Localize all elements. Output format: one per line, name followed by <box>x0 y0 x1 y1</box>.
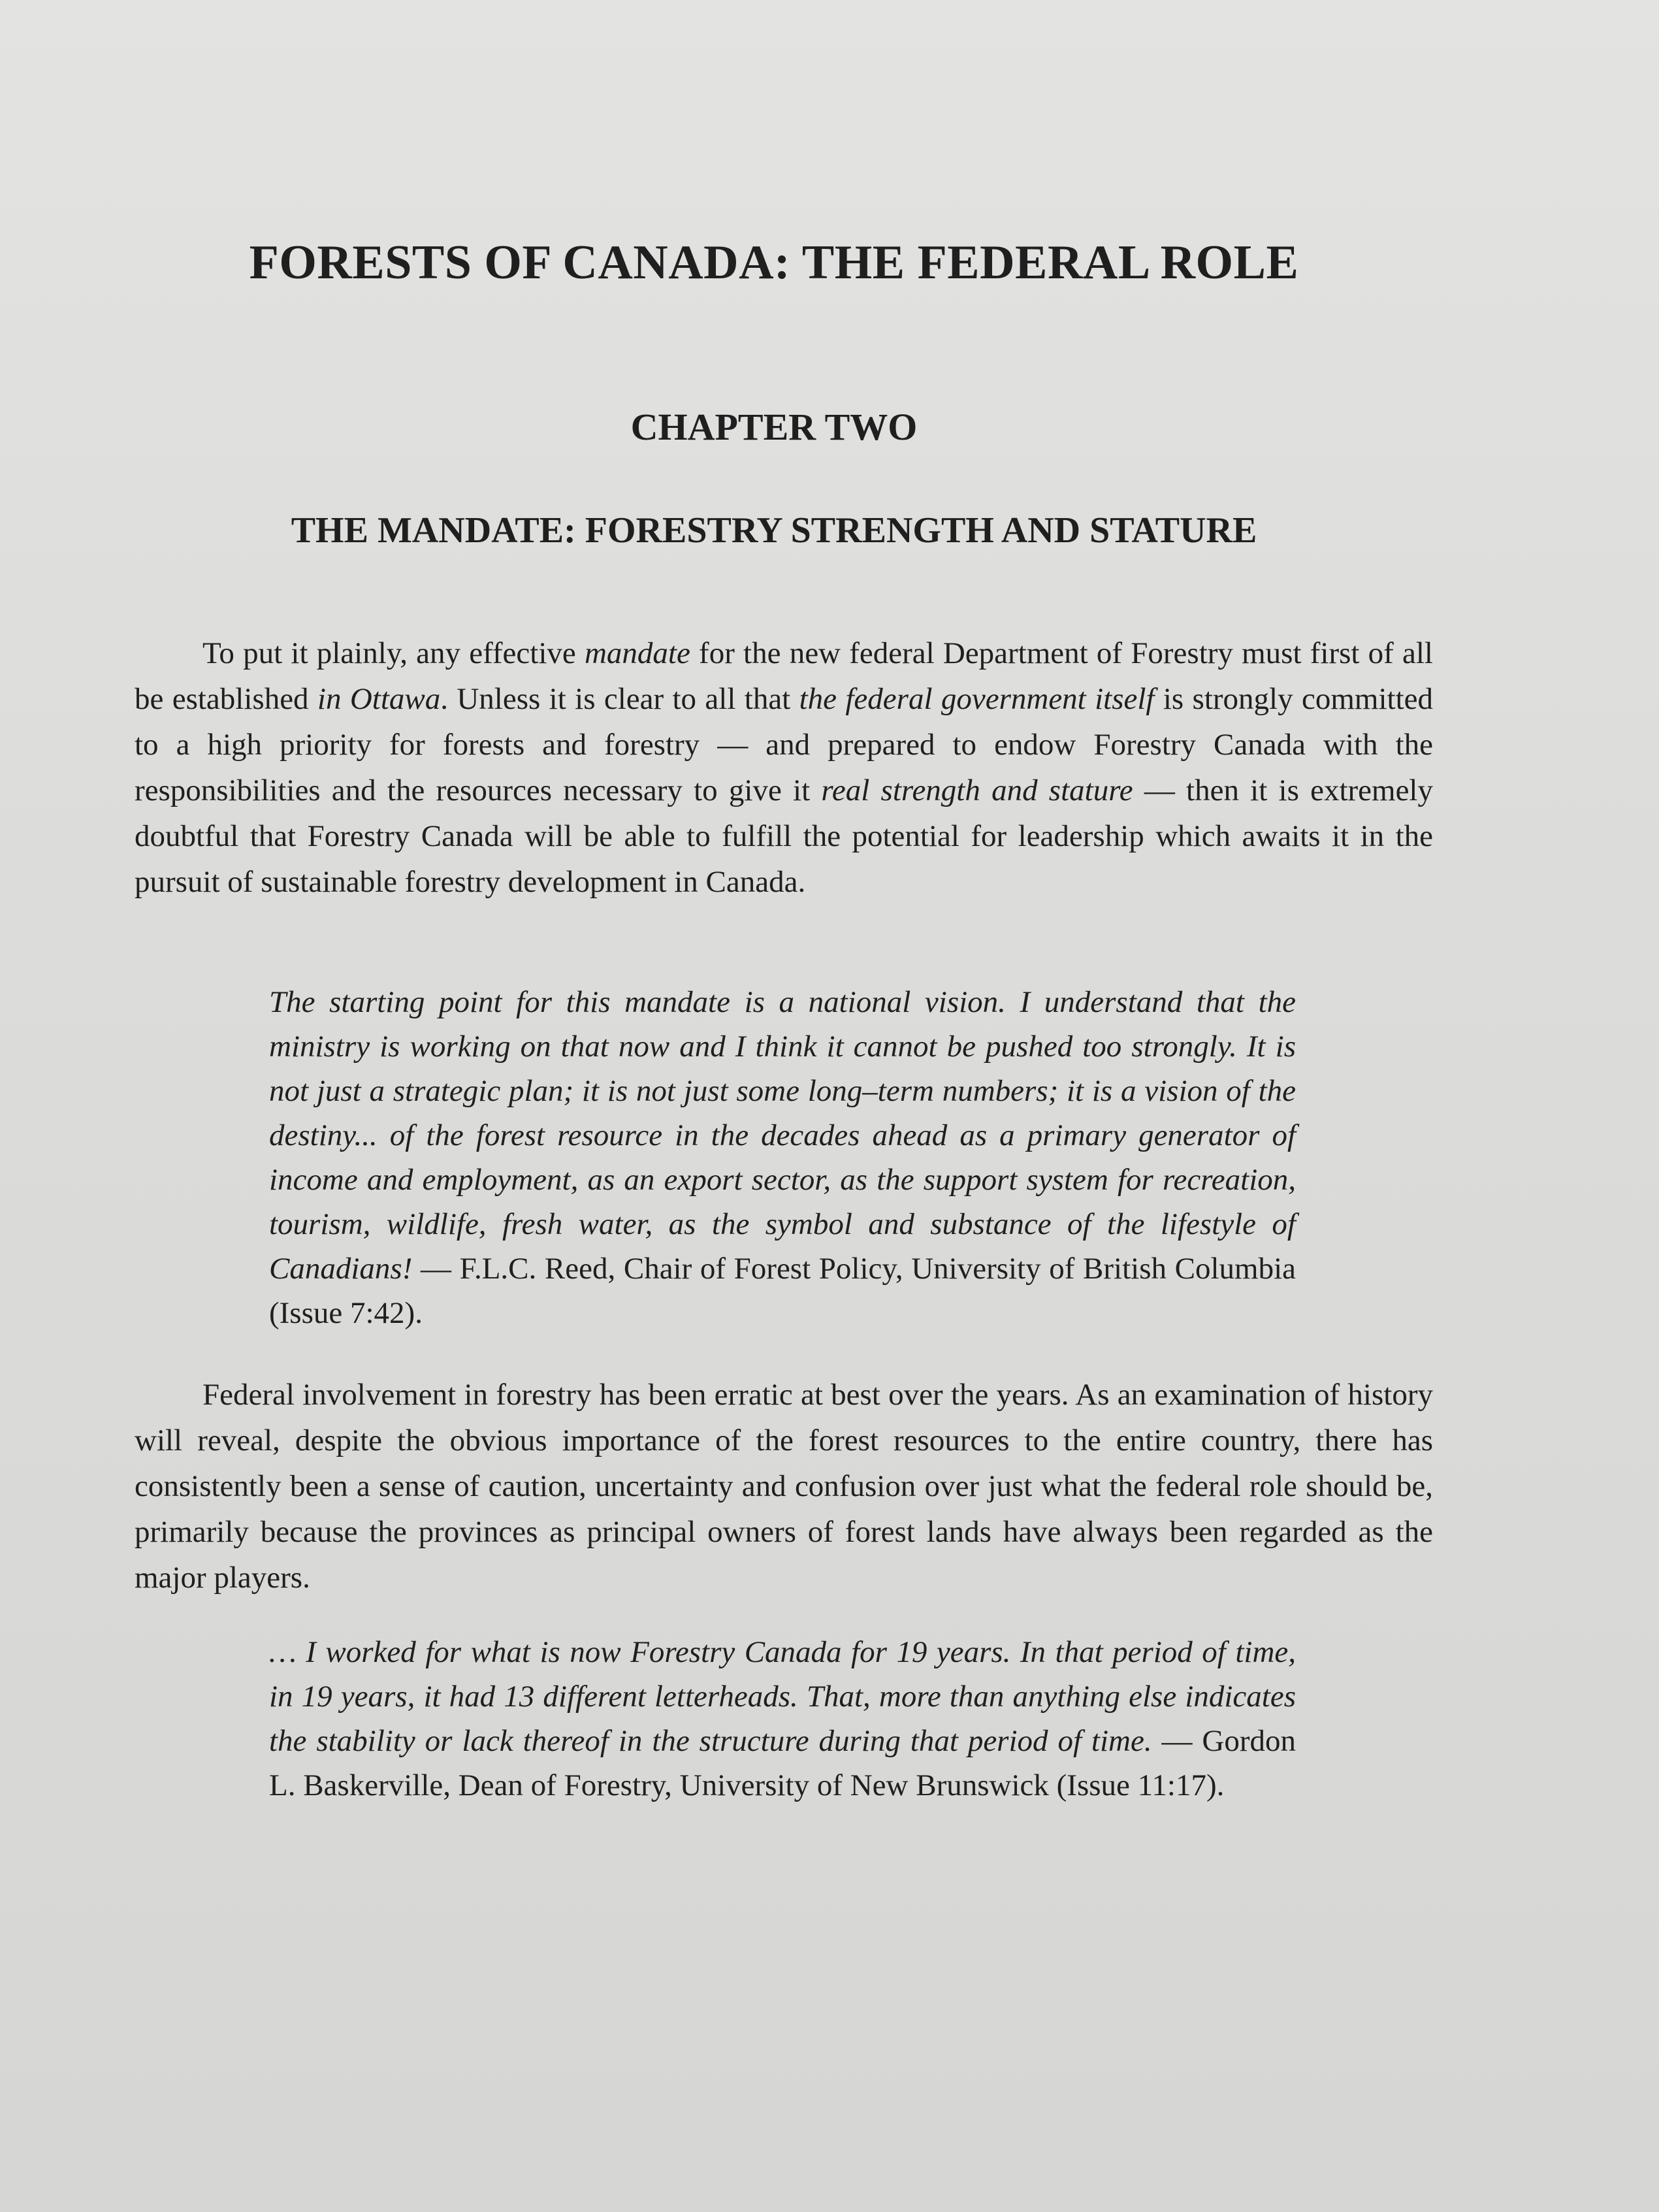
quote-attribution: — Gordon L. Baskerville, Dean of Forestry, University of New Brunswick (Issue 11:17). <box>269 1724 1296 1802</box>
quote-baskerville <box>269 1630 1296 1808</box>
paragraph-federal-involvement: Federal involvement in forestry has been erratic at best over the years. As an examination of history will reveal, despite the obvious importance of the forest resources to the entire country, there has consistently been a sense of caution, uncertainty and confusion over just what the federal role should be, primarily because the provinces as principal owners of forest lands have always been regarded as the major players. <box>135 1378 1433 1595</box>
quote-text: … I worked for what is now Forestry Canada for 19 years. In that period of time, in 19 years, it had 13 different letterheads. That, more than anything else indicates the stability or lack thereof in the structure during that period of time. <box>269 1635 1296 1758</box>
quote-reed <box>269 980 1296 1335</box>
quote-attribution: — F.L.C. Reed, Chair of Forest Policy, University of British Columbia (Issue 7:42). <box>269 1252 1296 1330</box>
chapter-heading: CHAPTER TWO <box>630 406 918 448</box>
paragraph-mandate: To put it plainly, any effective mandate for the new federal Department of Forestry must first of all be established in Ottawa. Unless it is clear to all that the federal government itself is strongly committed to a high priority for forests and forestry — and prepared to endow Forestry Canada with the responsibilities and the resources necessary to give it real strength and stature — then it is extremely doubtful that Forestry Canada will be able to fulfill the potential for leadership which awaits it in the pursuit of sustainable forestry development in Canada. <box>135 636 1433 899</box>
document-title: FORESTS OF CANADA: THE FEDERAL ROLE <box>249 236 1299 289</box>
section-heading: THE MANDATE: FORESTRY STRENGTH AND STATURE <box>291 510 1257 551</box>
quote-text: The starting point for this mandate is a national vision. I understand that the ministry is working on that now and I think it cannot be pushed too strongly. It is not just a strategic plan; it is not just some long–term numbers; it is a vision of the destiny... of the forest resource in the decades ahead as a primary generator of income and employment, as an export sector, as the support system for recreation, tourism, wildlife, fresh water, as the symbol and substance of the lifestyle of Canadians! <box>269 985 1296 1286</box>
